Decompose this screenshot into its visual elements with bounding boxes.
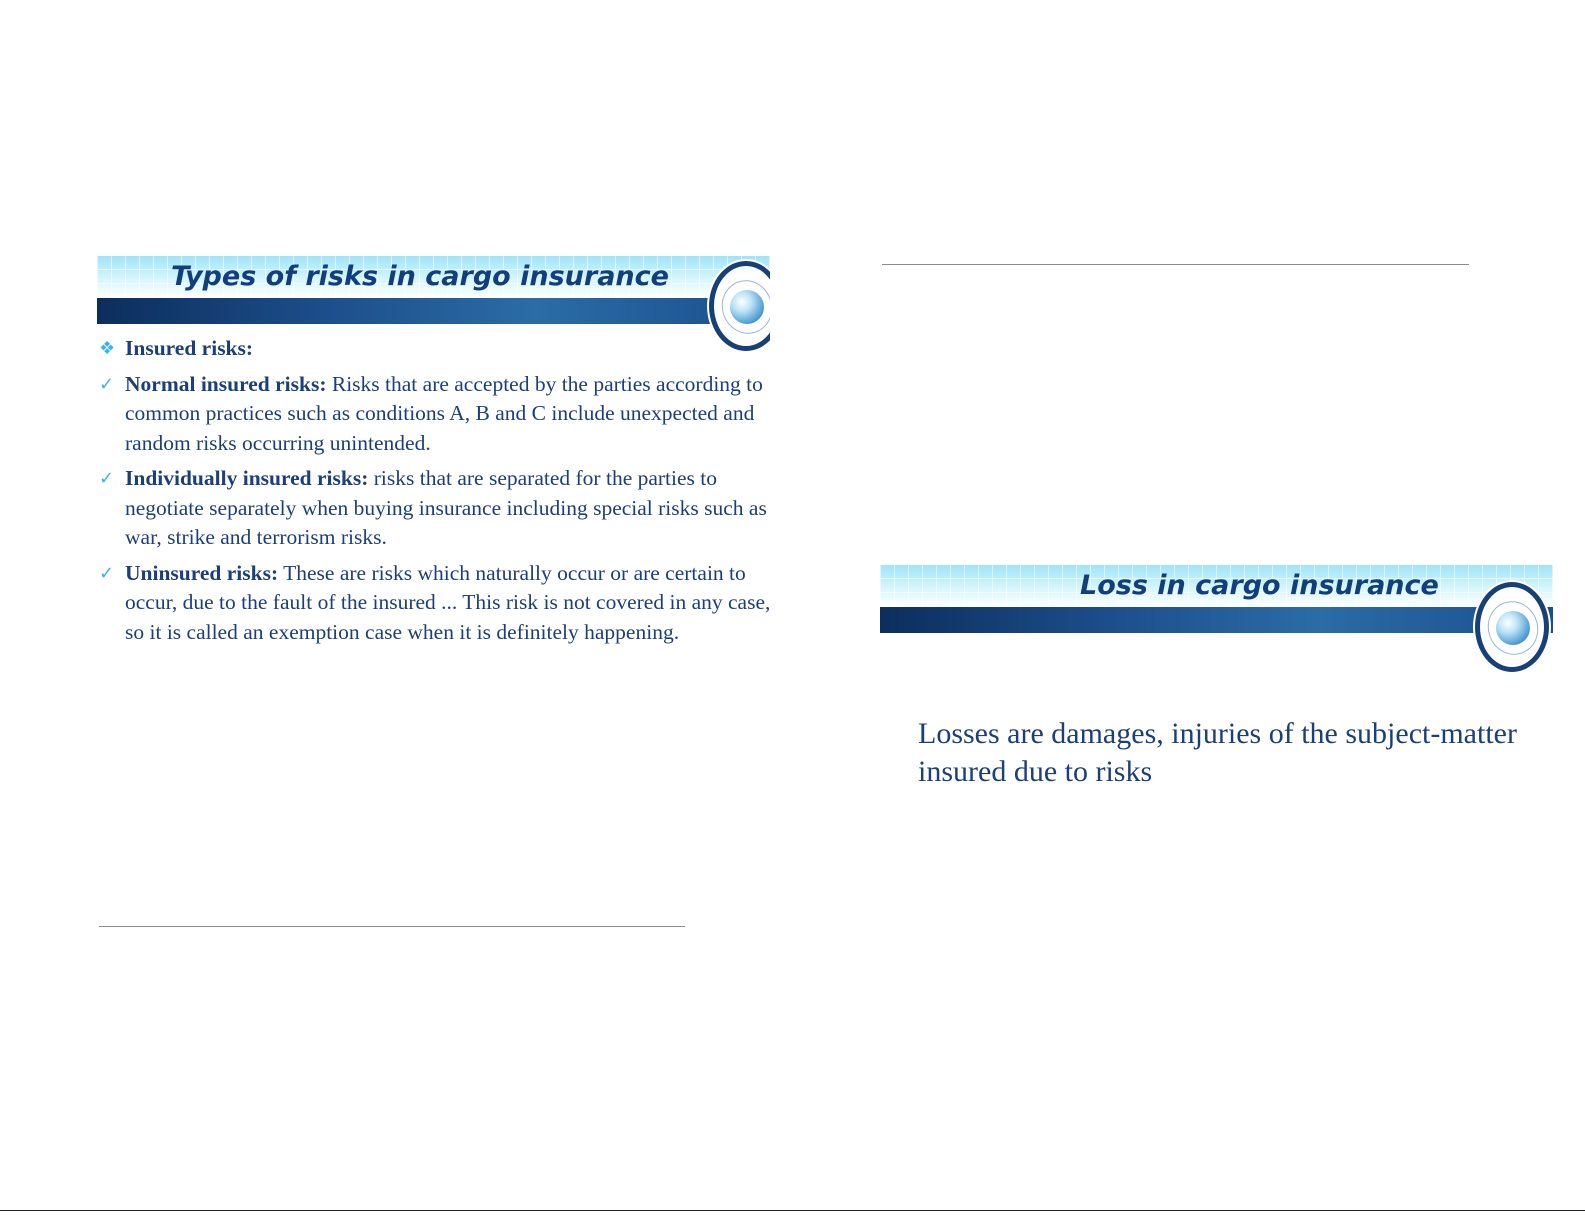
list-item-insured-risks: [97, 334, 770, 364]
item-text: Risks that are accepted by the parties according to common practices such as conditions A, B and C include unexpected and random risks occurring unintended.: [125, 371, 763, 455]
item-text: risks that are separated for the parties to negotiate separately when buying insurance including special risks such as war, strike and terrorism risks.: [125, 466, 767, 549]
checkmark-icon: ✓: [99, 562, 115, 584]
list-item-uninsured-risks: [97, 559, 770, 648]
diamond-bullet-icon: ❖: [99, 338, 116, 359]
item-text: These are risks which naturally occur or are certain to occur, due to the fault of the insured ... This risk is not covered in any case, so it is called an exemption case when it is definitely happening.: [125, 560, 770, 644]
separator-line: [99, 926, 685, 927]
slide-types-of-risks: [97, 256, 770, 936]
list-item-normal-insured-risks: [97, 370, 770, 459]
checkmark-icon: ✓: [99, 373, 115, 395]
banner-dark-band: [97, 298, 770, 324]
slide-title: Types of risks in cargo insurance: [171, 261, 669, 292]
item-heading: Uninsured risks:: [125, 560, 279, 585]
page-bottom-edge: [0, 1210, 1585, 1211]
item-heading: Individually insured risks:: [125, 466, 369, 490]
checkmark-icon: ✓: [99, 468, 115, 489]
globe-icon: [1475, 582, 1549, 672]
slide-title: Loss in cargo insurance: [1080, 570, 1439, 601]
risk-list: [97, 334, 770, 647]
slide-loss: [880, 565, 1570, 865]
item-heading: Normal insured risks:: [125, 371, 327, 396]
banner-dark-band: [880, 607, 1553, 633]
slide-title-banner: [97, 256, 770, 324]
separator-line: [882, 264, 1469, 265]
list-item-individually-insured-risks: [97, 464, 770, 553]
slide-title-banner: [880, 565, 1553, 633]
item-heading: Insured risks:: [125, 336, 254, 360]
loss-definition-text: Losses are damages, injuries of the subject-matter insured due to risks: [918, 717, 1517, 788]
